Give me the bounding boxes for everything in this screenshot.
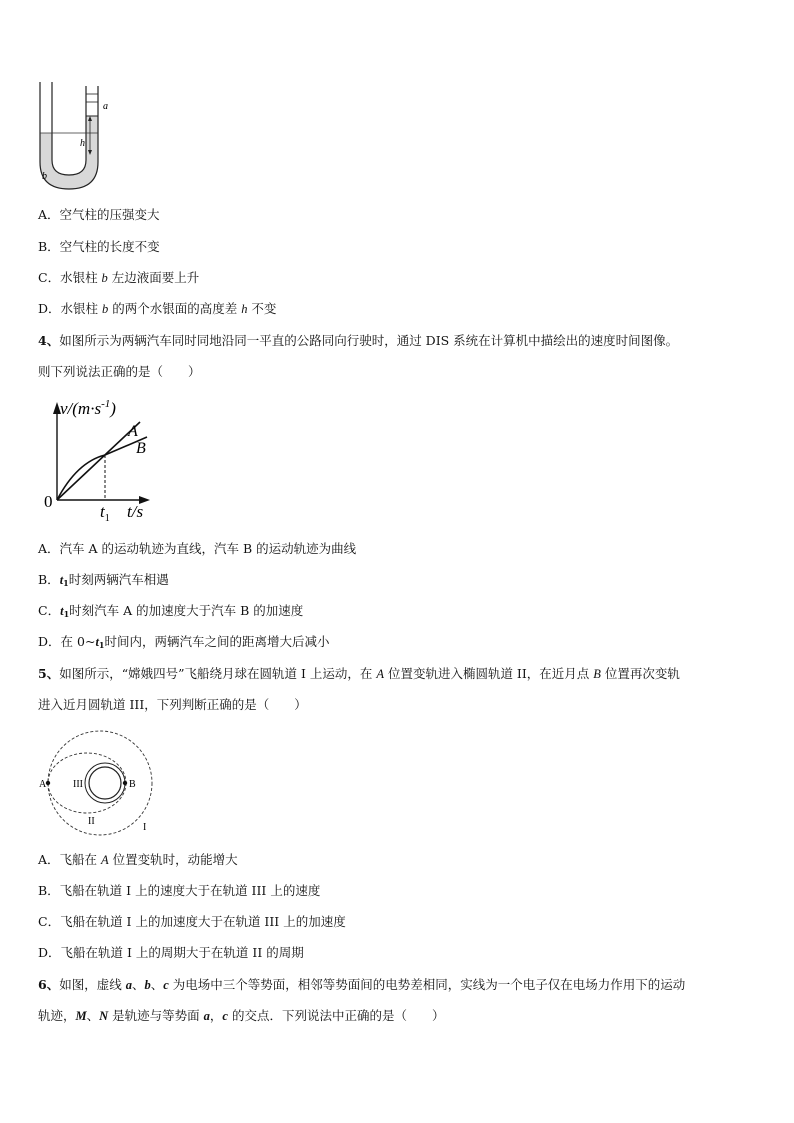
q4-option-b: B．$t_1$时刻两辆汽车相遇 <box>38 572 169 588</box>
label-b: b <box>42 171 47 182</box>
orbit-figure <box>38 728 168 838</box>
label-h: h <box>80 138 85 149</box>
q5-option-d: D．飞船在轨道 I 上的周期大于在轨道 II 的周期 <box>38 945 304 960</box>
q3-option-b: B．空气柱的长度不变 <box>38 239 160 254</box>
label-III: III <box>73 779 83 790</box>
q5-option-c: C．飞船在轨道 I 上的加速度大于在轨道 III 上的加速度 <box>38 914 346 929</box>
q3-option-c: C．水银柱 b 左边液面要上升 <box>38 270 200 285</box>
label-B: B <box>129 779 136 790</box>
label-II: II <box>88 816 95 827</box>
q3-option-d: D．水银柱 b 的两个水银面的高度差 h 不变 <box>38 301 277 316</box>
q4-option-d: D．在 $0\sim t_1$时间内，两辆汽车之间的距离增大后减小 <box>38 634 330 650</box>
q5-stem-line2: 进入近月圆轨道 III，下列判断正确的是（ ） <box>38 697 307 712</box>
label-A: A <box>39 779 47 790</box>
q4-option-a: A．汽车 A 的运动轨迹为直线，汽车 B 的运动轨迹为曲线 <box>38 541 357 556</box>
x-axis-label: t/s <box>127 502 144 521</box>
q4-stem-line1: 4、如图所示为两辆汽车同时同地沿同一平直的公路同向行驶时，通过 DIS 系统在计算机中描绘出的速度时间图像。 <box>38 333 679 348</box>
q5-option-b: B．飞船在轨道 I 上的速度大于在轨道 III 上的速度 <box>38 883 321 898</box>
y-axis-label: $v/(m\cdot s^{-1})$ <box>60 398 116 418</box>
tick-t1-label: $t_1$ <box>100 502 110 524</box>
q3-option-a: A．空气柱的压强变大 <box>38 207 160 222</box>
u-tube-figure <box>36 78 116 196</box>
q5-stem-line1: 5、如图所示，“嫦娥四号”飞船绕月球在圆轨道 I 上运动，在 A 位置变轨进入椭圆轨道 II，在近月点 B 位置再次变轨 <box>38 666 680 681</box>
q5-option-a: A．飞船在 A 位置变轨时，动能增大 <box>38 852 238 867</box>
q4-stem-line2: 则下列说法正确的是（ ） <box>38 364 201 379</box>
curve-a-label: A <box>128 423 138 440</box>
label-I: I <box>143 822 147 833</box>
q4-option-c: C．$t_1$时刻汽车 A 的加速度大于汽车 B 的加速度 <box>38 603 304 619</box>
curve-b-label: B <box>136 440 146 457</box>
q6-stem-line1: 6、如图，虚线 a、b、c 为电场中三个等势面，相邻等势面间的电势差相同，实线为一个电子仅在电场力作用下的运动 <box>38 977 686 992</box>
q6-stem-line2: 轨迹，M、N 是轨迹与等势面 a，c 的交点．下列说法中正确的是（ ） <box>38 1008 445 1023</box>
label-a: a <box>103 101 108 112</box>
vt-graph <box>42 392 162 527</box>
origin-label: 0 <box>44 492 53 511</box>
